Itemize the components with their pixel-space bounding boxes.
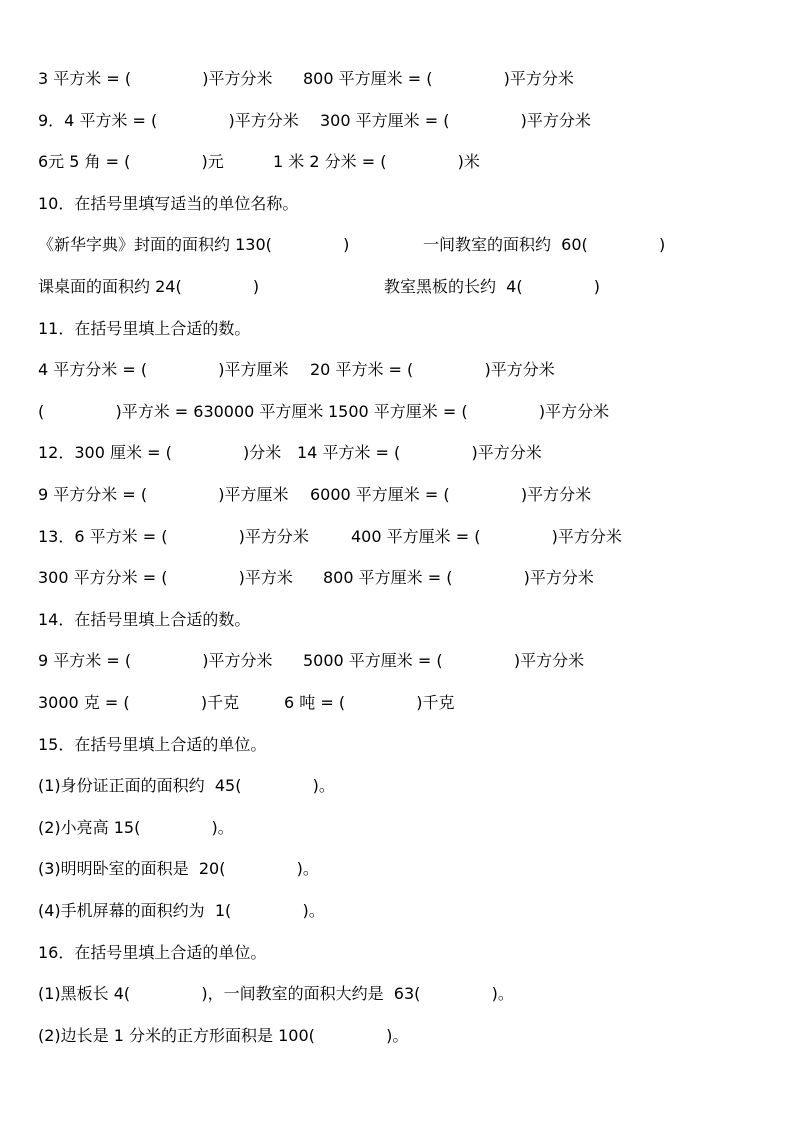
question-16-heading xyxy=(38,941,267,965)
line-9-left: ( )平方米 = 630000 平方厘米 xyxy=(38,402,324,421)
line-23-text: (1)黑板长 4( )，一间教室的面积大约是 63( )。 xyxy=(38,984,514,1003)
exercise-line-12 xyxy=(38,525,622,549)
line-12-right: 400 平方厘米 = ( )平方分米 xyxy=(351,527,622,546)
line-8-left: 4 平方分米 = ( )平方厘米 xyxy=(38,360,289,379)
line-20-text: (3)明明卧室的面积是 20( )。 xyxy=(38,859,319,878)
line-3-left: 6元 5 角 = ( )元 xyxy=(38,152,224,171)
line-10-left: 12．300 厘米 = ( )分米 xyxy=(38,443,282,462)
question-14-heading xyxy=(38,608,251,632)
line-11-right: 6000 平方厘米 = ( )平方分米 xyxy=(310,485,592,504)
line-13-right: 800 平方厘米 = ( )平方分米 xyxy=(323,568,594,587)
question-10-title: 10．在括号里填写适当的单位名称。 xyxy=(38,194,299,213)
exercise-line-13 xyxy=(38,566,594,590)
line-1-right: 800 平方厘米 = ( )平方分米 xyxy=(303,69,574,88)
question-14-title: 14．在括号里填上合适的数。 xyxy=(38,610,251,629)
line-8-right: 20 平方米 = ( )平方分米 xyxy=(310,360,555,379)
line-3-right: 1 米 2 分米 = ( )米 xyxy=(273,152,480,171)
exercise-line-9 xyxy=(38,400,610,424)
line-2-left: 9．4 平方米 = ( )平方分米 xyxy=(38,111,299,130)
line-15-right: 5000 平方厘米 = ( )平方分米 xyxy=(303,651,585,670)
question-15-heading xyxy=(38,733,267,757)
line-16-left: 3000 克 = ( )千克 xyxy=(38,693,240,712)
line-6-left: 课桌面的面积约 24( ) xyxy=(38,277,260,296)
line-6-right: 教室黑板的长约 4( ) xyxy=(384,277,601,296)
line-5-right: 一间教室的面积约 60( ) xyxy=(423,235,666,254)
question-16-title: 16．在括号里填上合适的单位。 xyxy=(38,943,267,962)
exercise-line-11 xyxy=(38,483,592,507)
question-11-heading xyxy=(38,317,251,341)
question-10-heading xyxy=(38,192,299,216)
exercise-line-19 xyxy=(38,816,234,840)
exercise-line-2 xyxy=(38,109,591,133)
line-13-left: 300 平方分米 = ( )平方米 xyxy=(38,568,293,587)
exercise-line-1 xyxy=(38,67,574,91)
exercise-line-20 xyxy=(38,857,319,881)
line-16-right: 6 吨 = ( )千克 xyxy=(284,693,455,712)
line-5-left: 《新华字典》封面的面积约 130( ) xyxy=(38,235,350,254)
line-12-left: 13．6 平方米 = ( )平方分米 xyxy=(38,527,309,546)
exercise-line-15 xyxy=(38,649,585,673)
exercise-line-10 xyxy=(38,441,542,465)
line-15-left: 9 平方米 = ( )平方分米 xyxy=(38,651,273,670)
exercise-line-3 xyxy=(38,150,480,174)
line-11-left: 9 平方分米 = ( )平方厘米 xyxy=(38,485,289,504)
exercise-line-16 xyxy=(38,691,455,715)
exercise-line-6 xyxy=(38,275,601,299)
question-15-title: 15．在括号里填上合适的单位。 xyxy=(38,735,267,754)
exercise-line-18 xyxy=(38,774,335,798)
line-21-text: (4)手机屏幕的面积约为 1( )。 xyxy=(38,901,325,920)
line-10-right: 14 平方米 = ( )平方分米 xyxy=(297,443,542,462)
line-18-text: (1)身份证正面的面积约 45( )。 xyxy=(38,776,335,795)
exercise-line-23 xyxy=(38,982,514,1006)
exercise-line-24 xyxy=(38,1024,409,1048)
question-11-title: 11．在括号里填上合适的数。 xyxy=(38,319,251,338)
exercise-line-5 xyxy=(38,233,666,257)
line-19-text: (2)小亮高 15( )。 xyxy=(38,818,234,837)
line-24-text: (2)边长是 1 分米的正方形面积是 100( )。 xyxy=(38,1026,409,1045)
exercise-line-8 xyxy=(38,358,555,382)
line-9-right: 1500 平方厘米 = ( )平方分米 xyxy=(328,402,610,421)
line-2-right: 300 平方厘米 = ( )平方分米 xyxy=(320,111,591,130)
exercise-line-21 xyxy=(38,899,325,923)
line-1-left: 3 平方米 = ( )平方分米 xyxy=(38,69,273,88)
